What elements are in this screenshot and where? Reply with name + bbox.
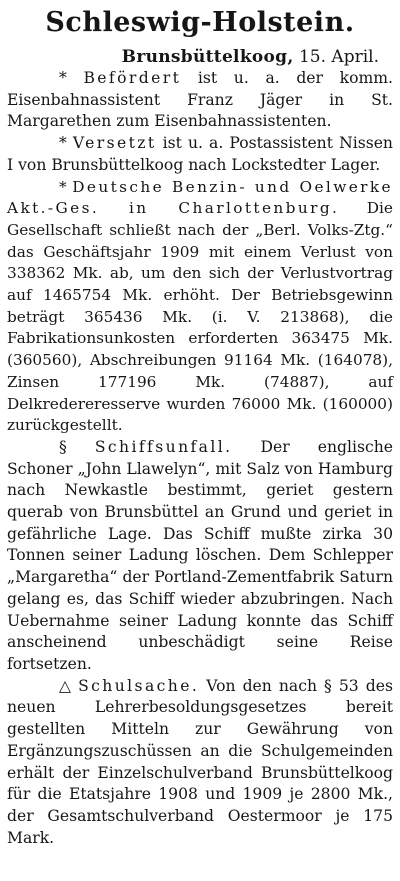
triangle-mark: △ [59, 676, 71, 695]
article-lead: Deutsche Benzin- und Oelwerke Akt.-Ges. in Charlottenburg. [7, 177, 393, 218]
article-promotion [7, 68, 393, 133]
dateline-place: Brunsbüttelkoog, [121, 47, 294, 67]
headline: Schleswig-Holstein. [45, 7, 355, 38]
article-text: ist u. a. Postassistent Nissen I von Brunsbüttelkoog nach Lockstedter Lager. [7, 134, 393, 174]
article-ship-accident [7, 437, 393, 676]
asterisk-mark: * [59, 177, 67, 196]
article-lead: Schulsache. [78, 676, 200, 695]
article-text: Der englische Schoner „John Llawelyn“, mit Salz von Hamburg nach Newkastle bestimmt, geriet gestern querab von Brunsbüttel an Grund und geriet in gefährliche Lage. Das Schiff mußte zirka 30 Tonnen seiner Ladung löschen. Dem Schlepper „Margaretha“ der Portland-Zementfabrik Saturn gelang es, das Schiff wieder abzubringen. Nach Uebernahme seiner Ladung konnte das Schiff anscheinend unbeschädigt seine Reise fortsetzen. [7, 437, 393, 673]
article-lead: Befördert [83, 69, 182, 87]
article-lead: Versetzt [72, 134, 157, 153]
article-lead: Schiffsunfall. [94, 437, 233, 456]
article-text: ist u. a. der komm. Eisenbahnassistent Franz Jäger in St. Margarethen zum Eisenbahnassistenten. [7, 69, 393, 131]
article-school-matter [7, 676, 393, 850]
dateline [7, 46, 379, 68]
section-mark: § [59, 437, 67, 456]
article-transfer [7, 133, 393, 176]
asterisk-mark: * [59, 134, 67, 153]
article-text: Von den nach § 53 des neuen Lehrerbesoldungsgesetzes bereit gestellten Mitteln zur Gewährung von Ergänzungszuschüssen an die Schulgemeinden erhält der Einzelschulverband Brunsbüttelkoog für die Etatsjahre 1908 und 1909 je 2800 Mk., der Gesamtschulverband Oestermoor je 175 Mark. [7, 676, 393, 847]
article-benzin-werke [7, 177, 393, 437]
asterisk-mark: * [59, 69, 67, 87]
article-text: Die Gesellschaft schließt nach der „Berl. Volks-Ztg.“ das Geschäftsjahr 1909 mit einem Verlust von 338362 Mk. ab, um den sich der Verlustvortrag auf 1465754 Mk. erhöht. Der Betriebsgewinn beträgt 365436 Mk. (i. V. 213868), die Fabrikationsunkosten erforderten 363475 Mk. (360560), Abschreibungen 91164 Mk. (164078), Zinsen 177196 Mk. (74887), auf Delkredereresserve wurden 76000 Mk. (160000) zurückgestellt. [7, 199, 393, 435]
dateline-date: 15. April. [298, 47, 379, 67]
